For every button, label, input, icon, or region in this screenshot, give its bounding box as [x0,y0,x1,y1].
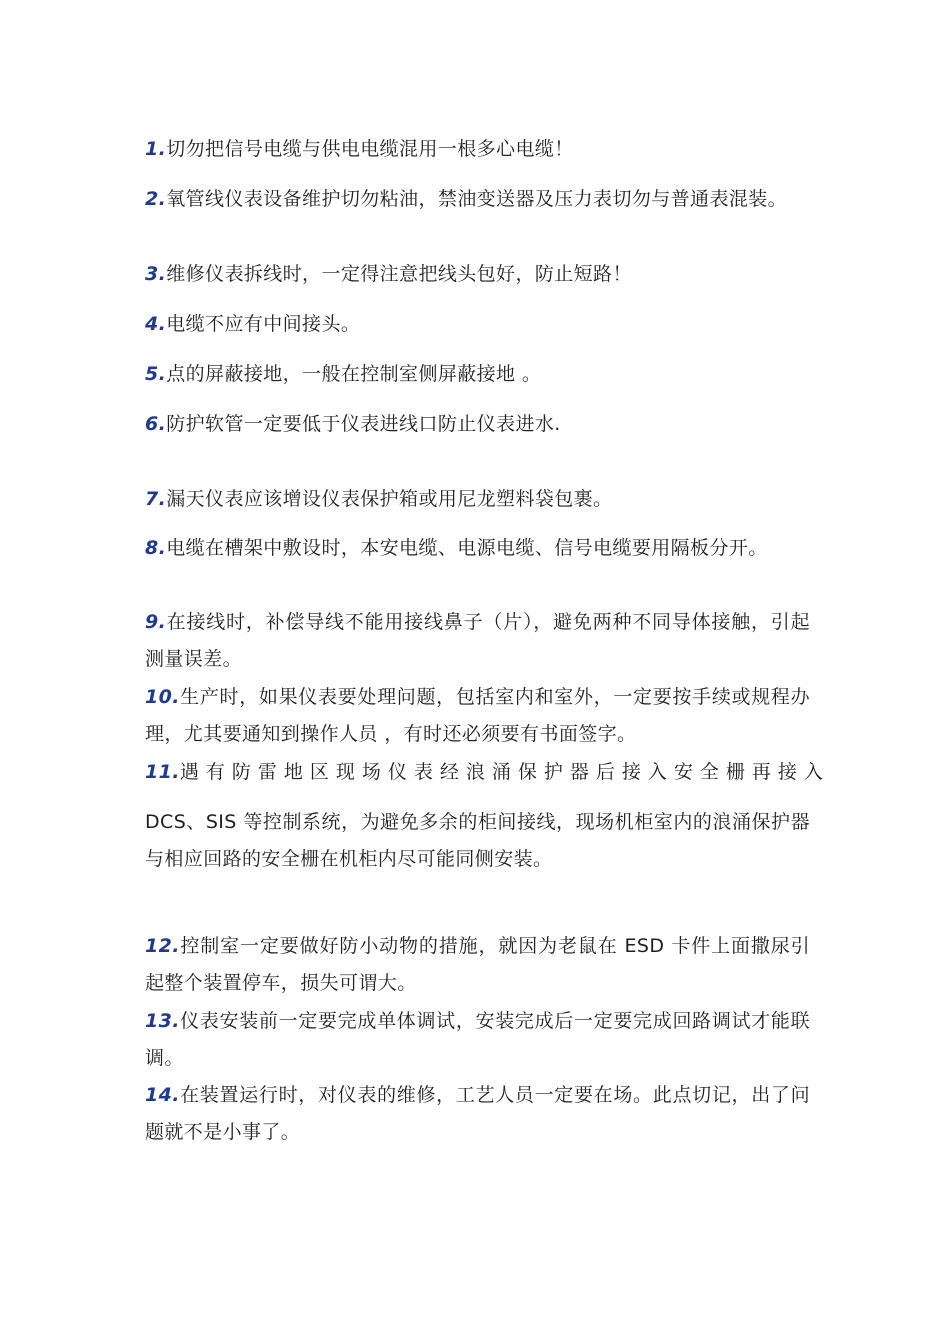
item-text: 电缆在槽架中敷设时，本安电缆、电源电缆、信号电缆要用隔板分开。 [166,537,768,559]
item-number: 11. [145,761,180,783]
item-text: 遇有防雷地区现场仪表经浪涌保护器后接入安全栅再接入 [179,761,830,783]
item-number: 3. [145,263,167,285]
item-number: 14. [145,1084,180,1106]
list-item [145,1003,810,1077]
item-text: 漏天仪表应该增设仪表保护箱或用尼龙塑料袋包裹。 [166,488,613,510]
item-number: 6. [145,413,167,435]
item-number: 1. [145,138,167,160]
item-text: 切勿把信号电缆与供电电缆混用一根多心电缆！ [166,138,574,160]
item-text: 维修仪表拆线时，一定得注意把线头包好，防止短路！ [166,263,632,285]
item-number: 5. [145,363,167,385]
item-text: 在接线时，补偿导线不能用接线鼻子（片），避免两种不同导体接触，引起测量误差。 [145,611,810,670]
list-item [145,131,810,168]
list-item [145,256,810,293]
item-text: 生产时，如果仪表要处理问题，包括室内和室外，一定要按手续或规程办理，尤其要通知到操作人员 ，有时还必须要有书面签字。 [145,686,810,745]
item-number: 2. [145,188,167,210]
item-text: DCS、SIS 等控制系统，为避免多余的柜间接线，现场机柜室内的浪涌保护器与相应回路的安全栅在机柜内尽可能同侧安装。 [145,811,810,870]
list-item [145,530,810,567]
item-text: 控制室一定要做好防小动物的措施，就因为老鼠在 ESD 卡件上面撒尿引起整个装置停车，损失可谓大。 [145,935,810,994]
item-number: 12. [145,935,180,957]
list-item [145,306,810,343]
item-number: 4. [145,313,167,335]
list-item [145,356,810,393]
list-item [145,754,830,791]
list-item-continuation [145,804,810,878]
item-number: 13. [145,1010,180,1032]
item-text: 仪表安装前一定要完成单体调试，安装完成后一定要完成回路调试才能联调。 [145,1010,810,1069]
list-item [145,181,810,218]
list-item [145,928,810,1002]
item-text: 防护软管一定要低于仪表进线口防止仪表进水. [166,413,561,435]
item-text: 电缆不应有中间接头。 [166,313,361,335]
item-number: 10. [145,686,180,708]
list-item [145,604,810,678]
list-item [145,481,810,518]
item-text: 在装置运行时，对仪表的维修，工艺人员一定要在场。此点切记，出了问题就不是小事了。 [145,1084,810,1143]
list-item [145,1077,810,1151]
item-number: 7. [145,488,167,510]
list-item [145,679,810,753]
item-text: 氧管线仪表设备维护切勿粘油，禁油变送器及压力表切勿与普通表混装。 [166,188,788,210]
item-number: 8. [145,537,167,559]
list-item [145,406,810,443]
item-number: 9. [145,611,167,633]
item-text: 点的屏蔽接地，一般在控制室侧屏蔽接地 。 [166,363,542,385]
